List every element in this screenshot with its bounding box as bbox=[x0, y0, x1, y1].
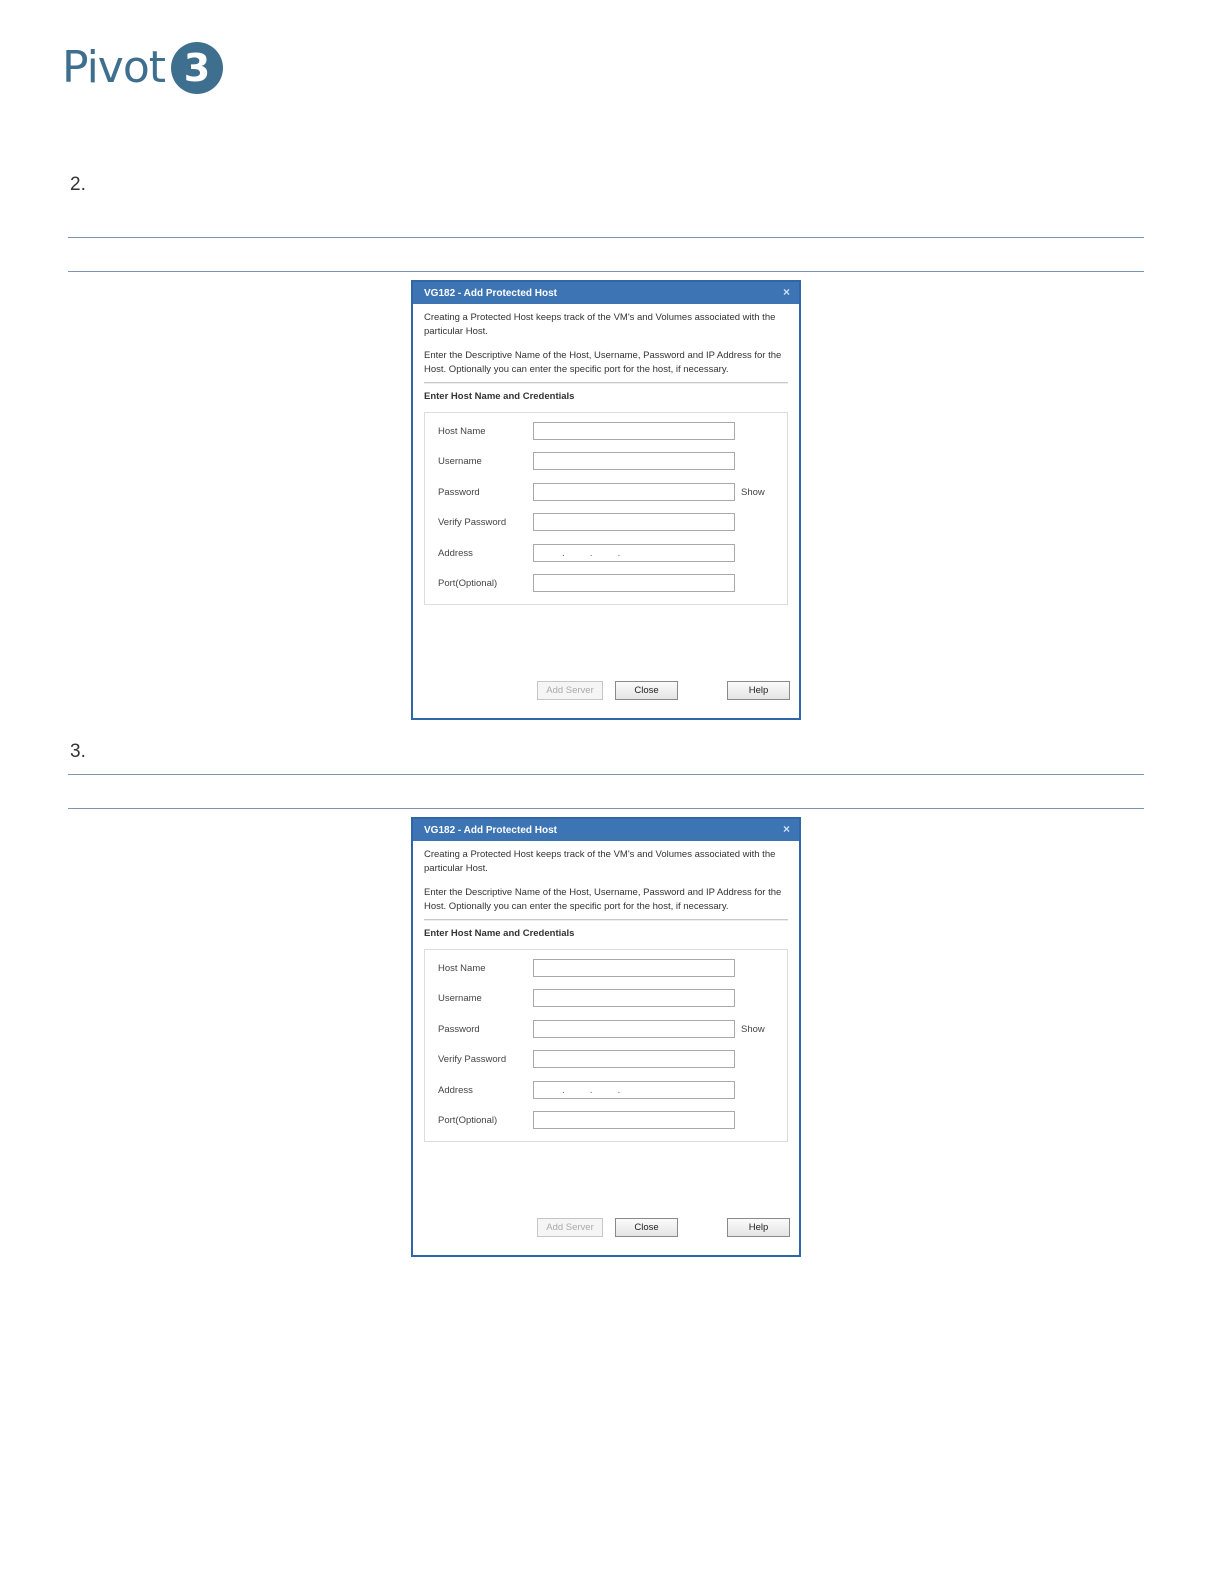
password-row bbox=[425, 483, 787, 514]
logo-wordmark: Pivot bbox=[62, 42, 166, 93]
address-row bbox=[425, 544, 787, 575]
password-row bbox=[425, 1020, 787, 1051]
verify-password-input[interactable] bbox=[533, 1050, 735, 1068]
add-server-button[interactable]: Add Server bbox=[537, 681, 603, 700]
divider-rule bbox=[68, 237, 1144, 238]
address-label: Address bbox=[438, 547, 473, 559]
add-protected-host-dialog bbox=[411, 817, 801, 1257]
port-row bbox=[425, 1111, 787, 1142]
dialog-instructions-text: Enter the Descriptive Name of the Host, Username, Password and IP Address for the Host. Optionally you can enter the specific port for the host, if necessary. bbox=[424, 350, 782, 375]
dialog-intro-text: Creating a Protected Host keeps track of the VM's and Volumes associated with the particular Host. bbox=[424, 312, 776, 337]
port-row bbox=[425, 574, 787, 605]
close-icon[interactable]: × bbox=[782, 285, 790, 299]
help-button[interactable]: Help bbox=[727, 1218, 790, 1237]
host-name-label: Host Name bbox=[438, 962, 486, 974]
port-input[interactable] bbox=[533, 574, 735, 592]
port-label: Port(Optional) bbox=[438, 1115, 498, 1126]
host-name-label: Host Name bbox=[438, 425, 486, 437]
section-title: Enter Host Name and Credentials bbox=[424, 928, 575, 939]
step-number-3: 3. bbox=[70, 741, 86, 762]
section-separator bbox=[424, 382, 788, 384]
password-label: Password bbox=[438, 486, 480, 498]
host-name-input[interactable] bbox=[533, 422, 735, 440]
ip-address-dots: ... bbox=[562, 547, 646, 559]
close-button[interactable]: Close bbox=[615, 1218, 678, 1237]
add-server-button[interactable]: Add Server bbox=[537, 1218, 603, 1237]
pivot3-logo bbox=[62, 40, 223, 96]
password-input[interactable] bbox=[533, 483, 735, 501]
host-name-row bbox=[425, 422, 787, 453]
dialog-instructions-text: Enter the Descriptive Name of the Host, Username, Password and IP Address for the Host. Optionally you can enter the specific port for the host, if necessary. bbox=[424, 887, 782, 912]
port-input[interactable] bbox=[533, 1111, 735, 1129]
credentials-fieldset bbox=[424, 949, 788, 1142]
close-icon[interactable]: × bbox=[782, 822, 790, 836]
verify-password-label: Verify Password bbox=[438, 517, 507, 528]
port-label: Port(Optional) bbox=[438, 578, 498, 589]
divider-rule bbox=[68, 774, 1144, 775]
address-row bbox=[425, 1081, 787, 1112]
verify-password-label: Verify Password bbox=[438, 1054, 507, 1065]
password-input[interactable] bbox=[533, 1020, 735, 1038]
ip-address-dots: ... bbox=[562, 1084, 646, 1096]
add-protected-host-dialog bbox=[411, 280, 801, 720]
show-password-toggle[interactable]: Show bbox=[741, 486, 765, 498]
section-title: Enter Host Name and Credentials bbox=[424, 391, 575, 402]
divider-rule bbox=[68, 271, 1144, 272]
username-input[interactable] bbox=[533, 452, 735, 470]
dialog-title-bar bbox=[413, 819, 799, 841]
dialog-intro-text: Creating a Protected Host keeps track of the VM's and Volumes associated with the particular Host. bbox=[424, 849, 776, 874]
step-number-2: 2. bbox=[70, 174, 86, 195]
help-button[interactable]: Help bbox=[727, 681, 790, 700]
username-row bbox=[425, 452, 787, 483]
username-label: Username bbox=[438, 456, 482, 467]
section-separator bbox=[424, 919, 788, 921]
verify-password-row bbox=[425, 513, 787, 544]
divider-rule bbox=[68, 808, 1144, 809]
username-row bbox=[425, 989, 787, 1020]
show-password-toggle[interactable]: Show bbox=[741, 1023, 765, 1035]
logo-circle-digit: 3 bbox=[171, 42, 223, 94]
password-label: Password bbox=[438, 1023, 480, 1035]
verify-password-row bbox=[425, 1050, 787, 1081]
host-name-input[interactable] bbox=[533, 959, 735, 977]
dialog-title: VG182 - Add Protected Host bbox=[424, 287, 557, 299]
dialog-title: VG182 - Add Protected Host bbox=[424, 824, 557, 836]
host-name-row bbox=[425, 959, 787, 990]
username-label: Username bbox=[438, 993, 482, 1004]
dialog-title-bar bbox=[413, 282, 799, 304]
ip-address-input[interactable] bbox=[533, 1081, 735, 1099]
verify-password-input[interactable] bbox=[533, 513, 735, 531]
address-label: Address bbox=[438, 1084, 473, 1096]
close-button[interactable]: Close bbox=[615, 681, 678, 700]
username-input[interactable] bbox=[533, 989, 735, 1007]
credentials-fieldset bbox=[424, 412, 788, 605]
ip-address-input[interactable] bbox=[533, 544, 735, 562]
